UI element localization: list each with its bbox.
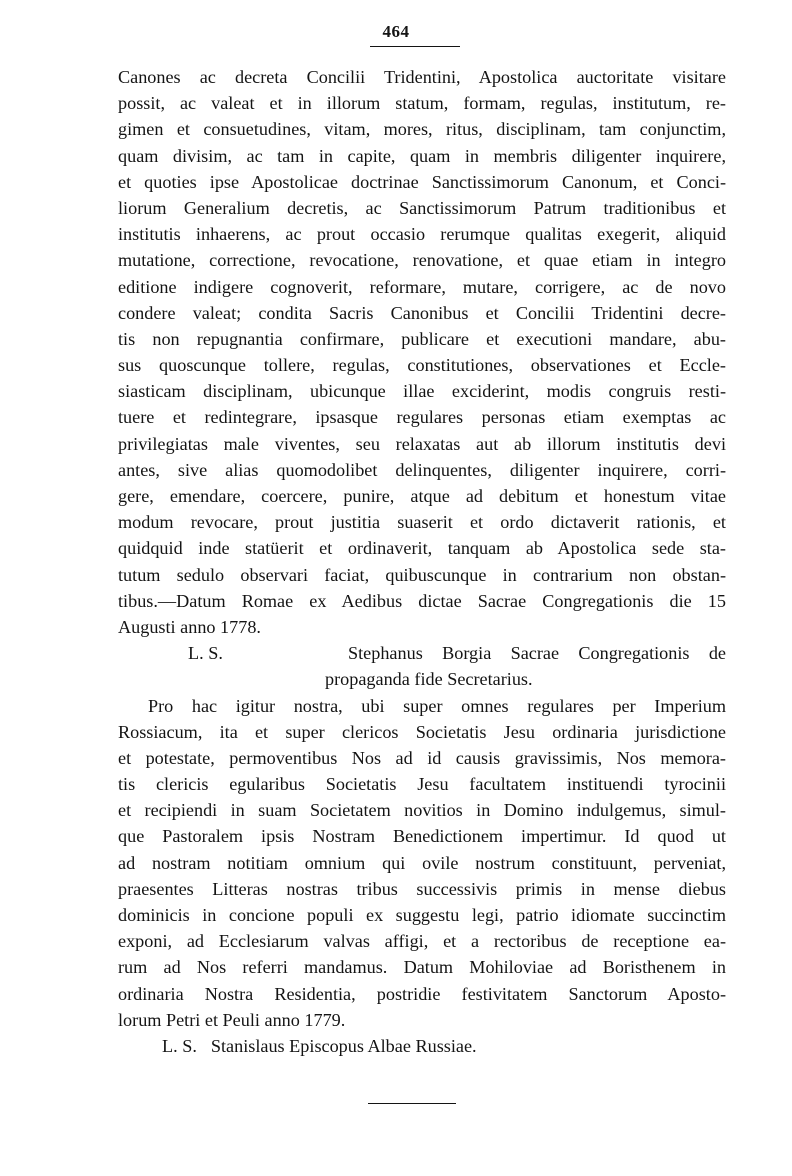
text-line: tis clericis egularibus Societatis Jesu facultatem instituendi tyrocinii xyxy=(118,774,726,795)
text-line: institutis inhaerens, ac prout occasio rerumque qualitas exegerit, aliquid xyxy=(118,224,726,245)
seal-mark: L. S. xyxy=(188,643,223,664)
text-line: et recipiendi in suam Societatem novitios in Domino indulgemus, simul- xyxy=(118,800,726,821)
text-line: tibus.—Datum Romae ex Aedibus dictae Sacrae Congregationis die 15 xyxy=(118,590,726,611)
text-line: siasticam disciplinam, ubicunque illae exciderint, modis congruis resti- xyxy=(118,381,726,402)
header-rule xyxy=(370,46,460,47)
signatory-line: Stephanus Borgia Sacrae Congregationis de xyxy=(348,643,726,664)
text-line: et potestate, permoventibus Nos ad id causis gravissimis, Nos memora- xyxy=(118,747,726,768)
text-line: tuere et redintegrare, ipsasque regulares personas etiam exemptas ac xyxy=(118,407,726,428)
text-line: dominicis in concione populi ex suggestu legi, patrio idiomate succinctim xyxy=(118,905,726,925)
text-line: privilegiatas male viventes, seu relaxatas aut ab illorum institutis devi xyxy=(118,433,726,454)
text-line: tis non repugnantia confirmare, publicare et executioni mandare, abu- xyxy=(118,328,726,349)
text-line: gere, emendare, coercere, punire, atque ad debitum et honestum vitae xyxy=(118,486,726,506)
text-line: liorum Generalium decretis, ac Sanctissimorum Patrum traditionibus et xyxy=(118,197,726,218)
signatory-name: Stanislaus Episcopus Albae Russiae. xyxy=(210,1035,477,1056)
text-line: sus quoscunque tollere, regulas, constitutiones, observationes et Eccle- xyxy=(118,355,726,376)
text-line: praesentes Litteras nostras tribus successivis primis in mense diebus xyxy=(118,878,726,899)
text-line: quidquid inde statüerit et ordinaverit, tanquam ab Apostolica sede sta- xyxy=(118,538,726,559)
mandate-paragraph xyxy=(118,693,726,1033)
footer-rule xyxy=(368,1103,456,1104)
text-line: Rossiacum, ita et super clericos Societatis Jesu ordinaria jurisdictione xyxy=(118,721,726,742)
text-line: exponi, ad Ecclesiarum valvas affigi, et a rectoribus de receptione ea- xyxy=(118,931,726,952)
text-line: Pro hac igitur nostra, ubi super omnes regulares per Imperium xyxy=(148,695,726,716)
signature-stanislaus xyxy=(118,1033,726,1059)
text-line: condere valeat; condita Sacris Canonibus et Concilii Tridentini decre- xyxy=(118,302,726,323)
text-line: ad nostram notitiam omnium qui ovile nostrum constituunt, perveniat, xyxy=(118,852,726,873)
text-block xyxy=(118,64,726,1059)
text-line: tutum sedulo observari faciat, quibuscunque in contrarium non obstan- xyxy=(118,564,726,585)
signatory-line: propaganda fide Secretarius. xyxy=(325,669,533,690)
text-line: modum revocare, prout justitia suaserit et ordo dictaverit rationis, et xyxy=(118,512,726,533)
text-line: gimen et consuetudines, vitam, mores, ritus, disciplinam, tam conjunctim, xyxy=(118,119,726,140)
text-line: Augusti anno 1778. xyxy=(118,616,261,637)
seal-mark: L. S. xyxy=(162,1035,197,1056)
signature-borgia xyxy=(118,640,726,692)
text-line: Canones ac decreta Concilii Tridentini, Apostolica auctoritate visitare xyxy=(118,67,726,87)
text-line: editione indigere cognoverit, reformare, mutare, corrigere, ac de novo xyxy=(118,276,726,297)
page-number: 464 xyxy=(382,22,410,41)
decree-paragraph xyxy=(118,64,726,640)
text-line: possit, ac valeat et in illorum statum, formam, regulas, institutum, re- xyxy=(118,93,726,114)
text-line: lorum Petri et Peuli anno 1779. xyxy=(118,1009,346,1030)
text-line: ordinaria Nostra Residentia, postridie festivitatem Sanctorum Aposto- xyxy=(118,983,726,1004)
text-line: quam divisim, ac tam in capite, quam in membris diligenter inquirere, xyxy=(118,145,726,166)
text-line: rum ad Nos referri mandamus. Datum Mohiloviae ad Boristhenem in xyxy=(118,957,726,978)
text-line: mutatione, correctione, revocatione, renovatione, et quae etiam in integro xyxy=(118,250,726,271)
text-line: et quoties ipse Apostolicae doctrinae Sanctissimorum Canonum, et Conci- xyxy=(118,171,726,192)
text-line: que Pastoralem ipsis Nostram Benedictionem impertimur. Id quod ut xyxy=(118,826,726,847)
text-line: antes, sive alias quomodolibet delinquentes, diligenter inquirere, corri- xyxy=(118,459,726,480)
